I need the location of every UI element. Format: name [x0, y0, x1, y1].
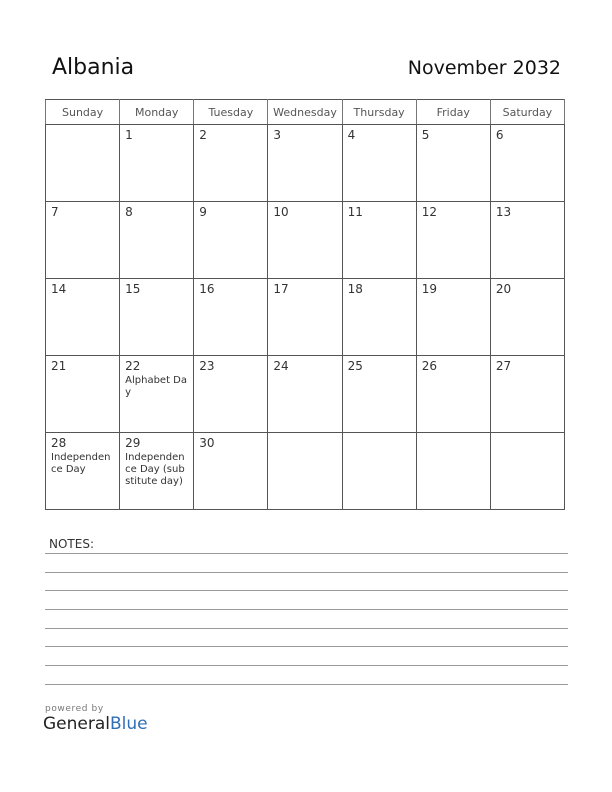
generalblue-logo [43, 704, 148, 733]
day-cell [342, 279, 416, 356]
day-cell [342, 202, 416, 279]
notes-line [45, 590, 568, 591]
holiday-label: Independence Day [51, 452, 111, 475]
day-number: 18 [347, 282, 363, 296]
day-number: 21 [51, 359, 67, 373]
day-cell [268, 433, 342, 510]
day-cell [268, 125, 342, 202]
calendar-grid [45, 99, 565, 510]
weekday-header: Saturday [490, 100, 564, 125]
day-cell [342, 125, 416, 202]
day-number: 15 [125, 282, 141, 296]
day-cell [416, 279, 490, 356]
day-cell [490, 202, 564, 279]
brand-name [43, 715, 148, 733]
week-row [46, 202, 565, 279]
day-number: 4 [347, 128, 356, 142]
day-cell [120, 202, 194, 279]
day-cell [120, 279, 194, 356]
day-number: 30 [199, 436, 215, 450]
day-number: 16 [199, 282, 215, 296]
weekday-header: Thursday [342, 100, 416, 125]
day-cell [194, 125, 268, 202]
weekday-header: Friday [416, 100, 490, 125]
day-cell [490, 356, 564, 433]
day-number: 12 [421, 205, 437, 219]
weekday-header: Sunday [46, 100, 120, 125]
day-cell [194, 356, 268, 433]
week-row [46, 125, 565, 202]
day-number: 29 [125, 436, 141, 450]
day-cell [416, 356, 490, 433]
day-number: 1 [125, 128, 133, 142]
notes-line [45, 609, 568, 610]
day-number: 8 [125, 205, 133, 219]
day-cell [120, 433, 194, 510]
week-row [46, 433, 565, 510]
country-title: Albania [52, 55, 135, 80]
day-cell [46, 356, 120, 433]
day-cell [46, 202, 120, 279]
notes-line [45, 572, 568, 573]
day-cell [268, 279, 342, 356]
day-number: 13 [495, 205, 512, 219]
weekday-header: Wednesday [268, 100, 342, 125]
day-number: 7 [51, 205, 59, 219]
day-number: 9 [199, 205, 207, 219]
notes-line [45, 553, 568, 554]
brand-blue: Blue [110, 714, 148, 734]
notes-line [45, 646, 568, 647]
powered-by-text: powered by [45, 704, 104, 714]
day-number: 14 [51, 282, 67, 296]
day-cell [416, 202, 490, 279]
day-number: 22 [125, 359, 141, 373]
day-cell [342, 356, 416, 433]
day-number: 26 [421, 359, 437, 373]
day-number: 27 [495, 359, 512, 373]
week-row [46, 279, 565, 356]
brand-general: General [43, 714, 110, 734]
day-number: 3 [273, 128, 282, 142]
day-number: 19 [421, 282, 437, 296]
day-number: 24 [273, 359, 289, 373]
day-cell [490, 125, 564, 202]
day-cell [342, 433, 416, 510]
day-cell [194, 279, 268, 356]
day-number: 10 [273, 205, 289, 219]
day-number: 6 [495, 128, 504, 142]
day-number: 28 [51, 436, 67, 450]
day-number: 17 [273, 282, 289, 296]
day-cell [46, 279, 120, 356]
day-cell [268, 202, 342, 279]
day-cell [46, 125, 120, 202]
holiday-label: Alphabet Day [125, 375, 188, 398]
day-cell [416, 433, 490, 510]
day-cell [120, 356, 194, 433]
day-cell [490, 433, 564, 510]
day-cell [268, 356, 342, 433]
notes-line [45, 684, 568, 685]
day-cell [194, 433, 268, 510]
weekday-header-row [46, 100, 565, 125]
day-number: 23 [199, 359, 215, 373]
day-cell [490, 279, 564, 356]
weekday-header: Tuesday [194, 100, 268, 125]
weekday-header: Monday [120, 100, 194, 125]
day-cell [416, 125, 490, 202]
notes-line [45, 628, 568, 629]
notes-line [45, 665, 568, 666]
day-cell [120, 125, 194, 202]
day-number: 25 [347, 359, 363, 373]
day-cell [46, 433, 120, 510]
day-cell [194, 202, 268, 279]
week-row [46, 356, 565, 433]
day-number: 20 [495, 282, 512, 296]
holiday-label: Independence Day (substitute day) [125, 452, 185, 487]
day-number: 5 [421, 128, 430, 142]
notes-label: NOTES: [49, 537, 94, 551]
month-year-title: November 2032 [407, 57, 561, 79]
day-number: 2 [199, 128, 207, 142]
day-number: 11 [347, 205, 363, 219]
